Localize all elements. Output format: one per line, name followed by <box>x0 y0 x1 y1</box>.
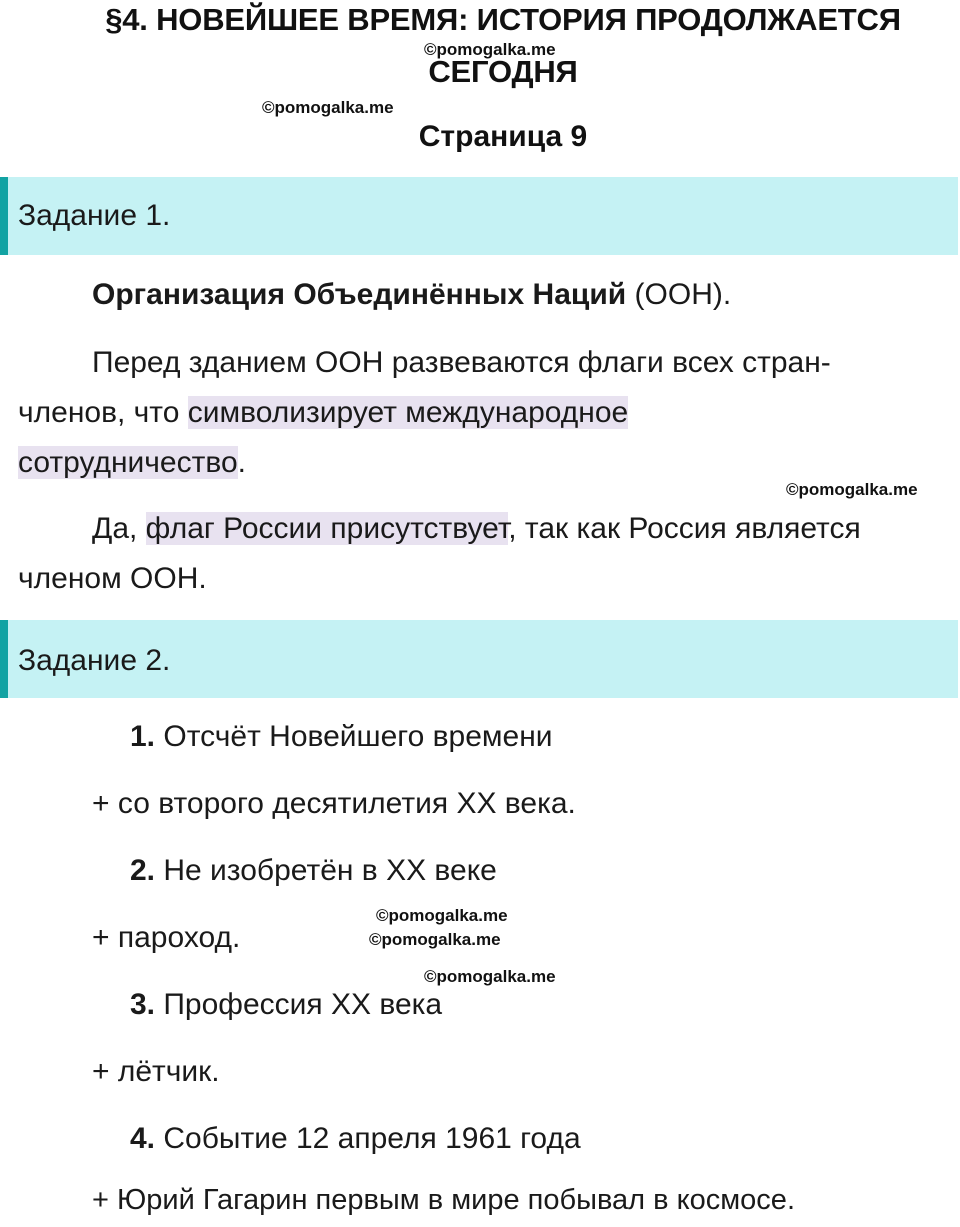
watermark: ©pomogalka.me <box>262 98 394 117</box>
page-title-line1: §4. НОВЕЙШЕЕ ВРЕМЯ: ИСТОРИЯ ПРОДОЛЖАЕТСЯ <box>105 2 901 37</box>
watermark: ©pomogalka.me <box>424 967 556 986</box>
page-title-line2: СЕГОДНЯ <box>428 54 578 89</box>
org-name: Организация Объединённых Наций <box>92 278 627 311</box>
question-2 <box>130 854 497 888</box>
highlight-cooperation: сотрудничество <box>18 446 238 479</box>
flags-line2 <box>18 396 628 430</box>
question-1 <box>130 720 553 754</box>
task1-header: Задание 1. <box>0 177 958 255</box>
org-paragraph <box>92 278 731 312</box>
answer-4: + Юрий Гагарин первым в мире побывал в космосе. <box>92 1184 795 1216</box>
flags-line3-end: . <box>237 446 246 479</box>
highlight-symbol: символизирует международное <box>187 396 629 429</box>
answer-2: + пароход. <box>92 921 241 954</box>
question-4 <box>130 1122 581 1156</box>
question-3-num: 3. <box>130 988 156 1021</box>
question-3 <box>130 988 442 1022</box>
watermark: ©pomogalka.me <box>376 906 508 925</box>
answer-3: + лётчик. <box>92 1055 220 1088</box>
russia-line1 <box>92 512 861 546</box>
answer-1: + со второго десятилетия XX века. <box>92 787 576 820</box>
highlight-russia-flag: флаг России присутствует <box>145 512 509 545</box>
watermark: ©pomogalka.me <box>424 40 556 59</box>
question-4-text: Событие 12 апреля 1961 года <box>155 1122 581 1155</box>
flags-line3 <box>18 446 246 480</box>
page-label: Страница 9 <box>418 120 588 153</box>
russia-start: Да, <box>92 512 146 545</box>
russia-end: , так как Россия является <box>508 512 861 545</box>
flags-line1: Перед зданием ООН развеваются флаги всех стран- <box>92 346 831 379</box>
question-1-text: Отсчёт Новейшего времени <box>155 720 553 753</box>
question-4-num: 4. <box>130 1122 156 1155</box>
question-2-num: 2. <box>130 854 156 887</box>
flags-line2-start: членов, что <box>18 396 188 429</box>
watermark: ©pomogalka.me <box>786 480 918 499</box>
question-1-num: 1. <box>130 720 156 753</box>
question-2-text: Не изобретён в XX веке <box>155 854 497 887</box>
watermark: ©pomogalka.me <box>369 930 501 949</box>
org-abbr: (ООН). <box>626 278 732 311</box>
russia-line2: членом ООН. <box>18 562 207 595</box>
task2-header: Задание 2. <box>0 620 958 698</box>
question-3-text: Профессия XX века <box>155 988 443 1021</box>
